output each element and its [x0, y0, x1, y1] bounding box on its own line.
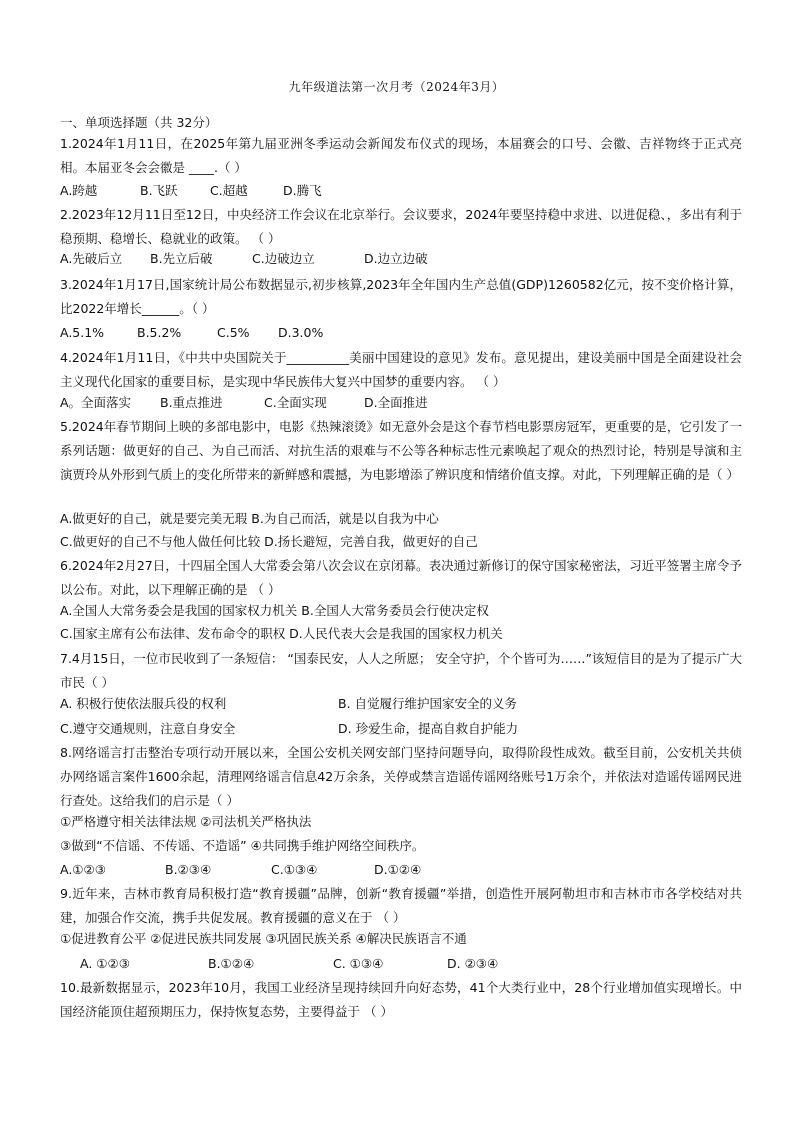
q4-option-c: C.全面实现: [264, 395, 327, 410]
q2-option-a: A.先破后立: [60, 251, 123, 266]
q7-option-d: D. 珍爱生命，提高自救自护能力: [338, 721, 519, 736]
question-2: 2.2023年12月11日至12日，中央经济工作会议在北京举行。会议要求，2024年要坚持稳中求进、以进促稳、，多出有利于稳预期、稳增长、稳就业的政策。 （ ）: [60, 207, 742, 246]
q9-option-a: A. ①②③: [80, 956, 130, 971]
q4-option-d: D.全面推进: [364, 395, 428, 410]
q3-option-c: C.5%: [217, 325, 250, 340]
question-10: 10.最新数据显示，2023年10月，我国工业经济呈现持续回升向好态势，41个大类行业中，28个行业增加值实现增长。中国经济能顶住超预期压力，保持恢复态势，主要得益于 （ ）: [60, 980, 742, 1019]
q6-options-cd: C.国家主席有公布法律、发布命令的职权 D.人民代表大会是我国的国家权力机关: [60, 626, 503, 641]
question-8: 8.网络谣言打击整治专项行动开展以来，全国公安机关网安部门坚持问题导向，取得阶段性成效。截至目前，公安机关共侦办网络谣言案件1600余起，清理网络谣言信息42万余条，关停或禁言造谣传谣网络账号1万余个，并依法对造谣传谣网民进行查处。这给我们的启示是（ ）: [60, 745, 742, 808]
q1-option-a: A.跨越: [60, 183, 98, 198]
q9-statements: ①促进教育公平 ②促进民族共同发展 ③巩固民族关系 ④解决民族语言不通: [60, 931, 467, 946]
q8-option-d: D.①②④: [374, 862, 422, 877]
q8-option-b: B.②③④: [165, 862, 212, 877]
q4-option-a: A。全面落实: [60, 395, 132, 410]
q7-option-b: B. 自觉履行维护国家安全的义务: [338, 696, 518, 711]
q5-options-ab: A.做更好的自己，就是要完美无瑕 B.为自己而活，就是以自我为中心: [60, 511, 439, 526]
question-5: 5.2024年春节期间上映的多部电影中，电影《热辣滚烫》如无意外会是这个春节档电影票房冠军，更重要的是，它引发了一系列话题：做更好的自己、为自己而活、对抗生活的艰难与不公等各种标志性元素唤起了观众的热烈讨论，特别是导演和主演贾玲从外形到气质上的变化所带来的新鲜感和震撼，为电影增添了辨识度和情绪价值支撑。对此，下列理解正确的是（ ）: [60, 419, 742, 482]
q3-option-a: A.5.1%: [60, 325, 105, 340]
q2-option-c: C.边破边立: [252, 251, 315, 266]
q8-statements-2: ③做到“不信谣、不传谣、不造谣” ④共同携手维护网络空间秩序。: [60, 838, 425, 853]
q1-option-d: D.腾飞: [283, 183, 322, 198]
q9-option-d: D. ②③④: [447, 956, 499, 971]
exam-title: 九年级道法第一次月考（2024年3月）: [288, 80, 505, 94]
q1-option-b: B.飞跃: [140, 183, 178, 198]
q8-option-a: A.①②③: [60, 862, 106, 877]
q8-statements-1: ①严格遵守相关法律法规 ②司法机关严格执法: [60, 814, 312, 829]
q8-option-c: C.①③④: [271, 862, 318, 877]
q3-option-d: D.3.0%: [278, 325, 324, 340]
question-7: 7.4月15日，一位市民收到了一条短信： “国泰民安，人人之所愿； 安全守护，个个皆可为……”该短信目的是为了提示广大市民（ ）: [60, 651, 742, 690]
q4-option-b: B.重点推进: [160, 395, 223, 410]
question-4: 4.2024年1月11日，《中共中央国院关于__________美丽中国建设的意见》发布。意见提出，建设美丽中国是全面建设社会主义现代化国家的重要目标，是实现中华民族伟大复兴中国梦的重要内容。 （ ）: [60, 350, 742, 389]
question-1: 1.2024年1月11日，在2025年第九届亚洲冬季运动会新闻发布仪式的现场，本届赛会的口号、会徽、吉祥物终于正式亮相。本届亚冬会会徽是 ____.（ ）: [60, 136, 742, 175]
q3-option-b: B.5.2%: [137, 325, 182, 340]
question-3: 3.2024年1月17日,国家统计局公布数据显示,初步核算,2023年全年国内生产总值(GDP)1260582亿元，按不变价格计算，比2022年增长______。（ ）: [60, 277, 742, 316]
q9-option-c: C. ①③④: [333, 956, 384, 971]
q2-option-d: D.边立边破: [364, 251, 428, 266]
q2-option-b: B.先立后破: [150, 251, 213, 266]
q1-option-c: C.超越: [210, 183, 248, 198]
q7-option-c: C.遵守交通规则，注意自身安全: [60, 721, 236, 736]
q6-options-ab: A.全国人大常务委会是我国的国家权力机关 B.全国人大常务委员会行使决定权: [60, 603, 489, 618]
q7-option-a: A. 积极行使依法服兵役的权利: [60, 696, 227, 711]
question-6: 6.2024年2月27日，十四届全国人大常委会第八次会议在京闭幕。表决通过新修订的保守国家秘密法，习近平签署主席令予以公布。对此，以下理解正确的是 （ ）: [60, 558, 742, 597]
q5-options-cd: C.做更好的自己不与他人做任何比较 D.扬长避短，完善自我，做更好的自己: [60, 534, 478, 549]
question-9: 9.近年来，吉林市教育局积极打造“教育援疆”品牌，创新“教育援疆”举措，创造性开展阿勒坦市和吉林市市各学校结对共建，加强合作交流，携手共促发展。教育援疆的意义在于 （ ）: [60, 886, 742, 925]
section-heading: 一、单项选择题（共 32分）: [60, 115, 218, 130]
q9-option-b: B.①②④: [208, 956, 255, 971]
